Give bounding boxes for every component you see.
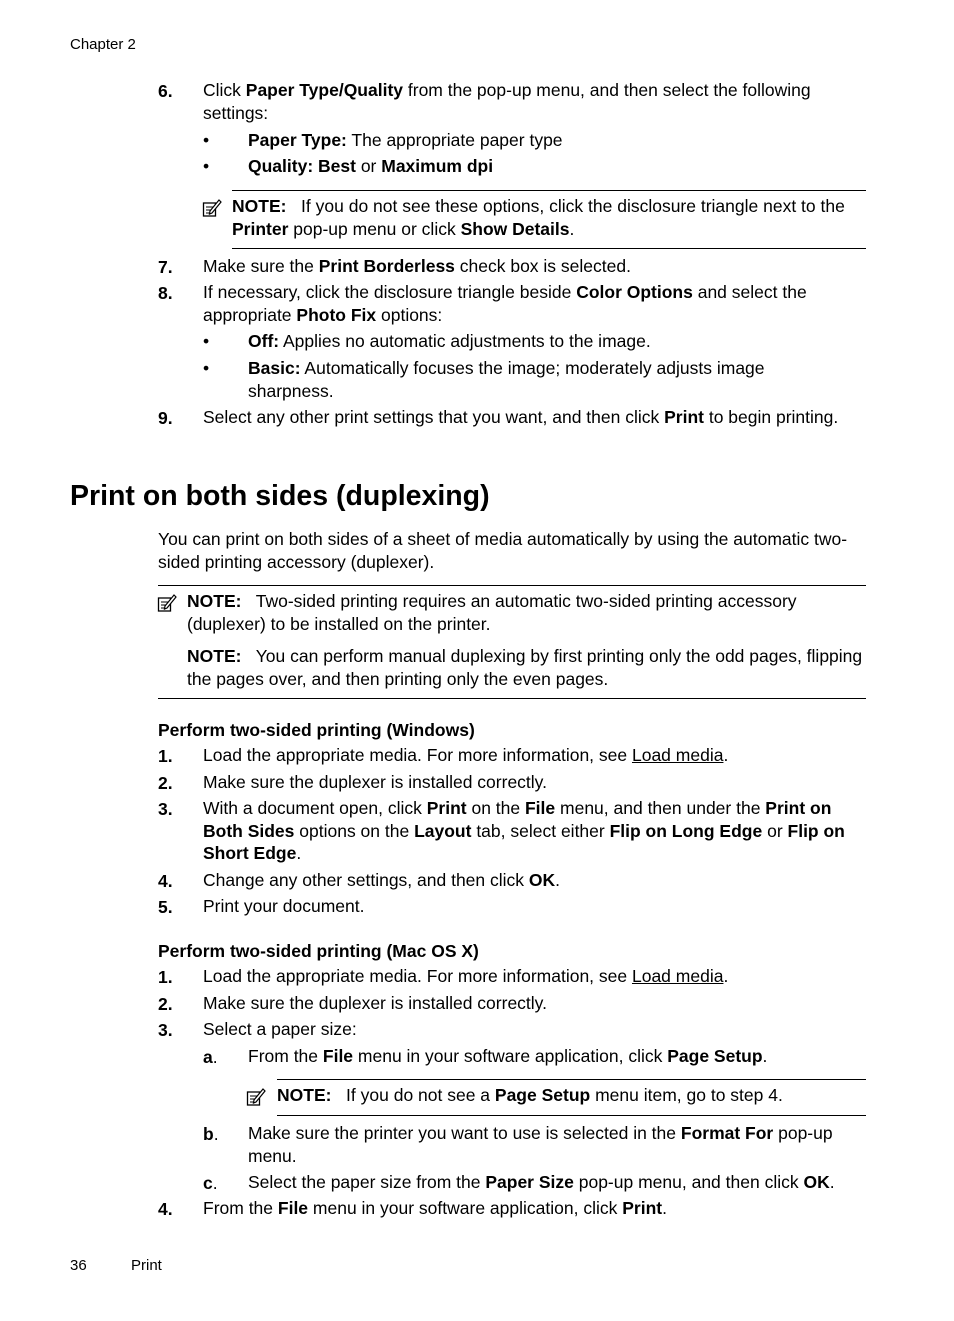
step-text: Click Paper Type/Quality from the pop-up menu, and then select the following settings:	[203, 80, 811, 123]
note-text: NOTE: If you do not see a Page Setup menu item, go to step 4.	[277, 1085, 783, 1105]
note-rule-top	[277, 1079, 866, 1080]
note-icon	[202, 198, 222, 218]
note-rule-bottom	[277, 1115, 866, 1116]
step-number: 8.	[158, 283, 173, 303]
step-text: Load the appropriate media. For more information, see Load media.	[203, 966, 729, 986]
note-text: NOTE: Two-sided printing requires an automatic two-sided printing accessory (duplexer) to be installed on the printer.	[187, 591, 797, 634]
note-text: NOTE: If you do not see these options, click the disclosure triangle next to the Printer pop-up menu or click Show Details.	[232, 196, 845, 239]
page-number: 36	[70, 1257, 87, 1274]
substep-text: From the File menu in your software application, click Page Setup.	[248, 1046, 768, 1066]
section-intro: You can print on both sides of a sheet of media automatically by using the automatic two-sided printing accessory (duplexer).	[158, 529, 848, 572]
step-number: 3.	[158, 799, 173, 819]
note-rule-bottom	[232, 248, 866, 249]
load-media-link[interactable]: Load media	[631, 966, 724, 986]
step-number: 9.	[158, 408, 173, 428]
step-text: With a document open, click Print on the File menu, and then under the Print on Both Sides options on the Layout tab, select either Flip on Long Edge or Flip on Short Edge.	[203, 798, 845, 863]
note-rule-bottom	[158, 698, 866, 699]
step-text: Change any other settings, and then click OK.	[203, 870, 561, 890]
step-number: 1.	[158, 746, 173, 766]
substep-letter: a.	[203, 1047, 218, 1067]
step-number: 7.	[158, 257, 173, 277]
step-number: 2.	[158, 773, 173, 793]
running-header: Chapter 2	[70, 36, 136, 53]
step-text: Make sure the Print Borderless check box is selected.	[203, 256, 631, 276]
bullet-text: Basic: Automatically focuses the image; moderately adjusts image sharpness.	[248, 358, 765, 401]
procedure-title: Perform two-sided printing (Windows)	[158, 720, 475, 740]
bullet: •	[203, 130, 210, 150]
step-text: Load the appropriate media. For more information, see Load media.	[203, 745, 729, 765]
step-text: Make sure the duplexer is installed correctly.	[203, 993, 547, 1013]
section-title: Print on both sides (duplexing)	[70, 480, 490, 512]
substep-text: Select the paper size from the Paper Size pop-up menu, and then click OK.	[248, 1172, 835, 1192]
step-text: Make sure the duplexer is installed correctly.	[203, 772, 547, 792]
bullet: •	[203, 358, 210, 378]
load-media-link[interactable]: Load media	[631, 745, 724, 765]
note-icon	[157, 593, 177, 613]
bullet-text: Off: Applies no automatic adjustments to the image.	[248, 331, 651, 351]
step-number: 4.	[158, 871, 173, 891]
step-text: If necessary, click the disclosure triangle beside Color Options and select the appropriate Photo Fix options:	[203, 282, 807, 325]
step-number: 5.	[158, 897, 173, 917]
note-icon	[246, 1087, 266, 1107]
step-text: Select a paper size:	[203, 1019, 357, 1039]
step-text: From the File menu in your software application, click Print.	[203, 1198, 667, 1218]
step-number: 1.	[158, 967, 173, 987]
bullet: •	[203, 331, 210, 351]
step-text: Select any other print settings that you want, and then click Print to begin printing.	[203, 407, 839, 427]
footer-section: Print	[131, 1257, 162, 1274]
procedure-title: Perform two-sided printing (Mac OS X)	[158, 941, 479, 961]
bullet: •	[203, 156, 210, 176]
substep-text: Make sure the printer you want to use is selected in the Format For pop-up menu.	[248, 1123, 833, 1166]
step-number: 3.	[158, 1020, 173, 1040]
bullet-text: Quality: Best or Maximum dpi	[248, 156, 494, 176]
note-text: NOTE: You can perform manual duplexing by first printing only the odd pages, flipping the pages over, and then printing only the even pages.	[187, 646, 863, 689]
step-number: 2.	[158, 994, 173, 1014]
note-rule-top	[158, 585, 866, 586]
step-number: 6.	[158, 81, 173, 101]
note-rule-top	[232, 190, 866, 191]
step-number: 4.	[158, 1199, 173, 1219]
substep-letter: b.	[203, 1124, 219, 1144]
substep-letter: c.	[203, 1173, 218, 1193]
step-text: Print your document.	[203, 896, 365, 916]
bullet-text: Paper Type: The appropriate paper type	[248, 130, 563, 150]
